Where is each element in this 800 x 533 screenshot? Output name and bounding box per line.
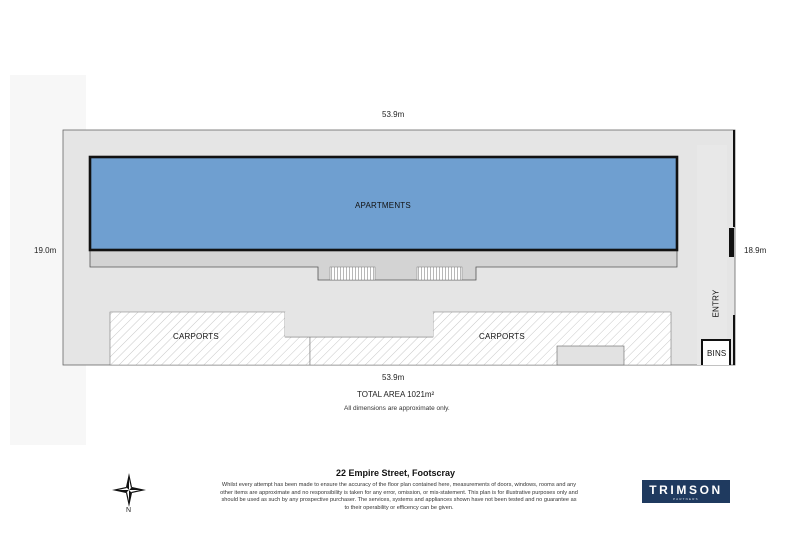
right-wall-block	[729, 228, 734, 257]
logo-name: TRIMSON	[649, 483, 723, 497]
storage-box	[557, 346, 624, 365]
compass-icon	[112, 473, 146, 507]
dimension-left: 19.0m	[34, 246, 57, 255]
carport-gap	[285, 312, 433, 337]
dimension-bottom: 53.9m	[382, 373, 405, 382]
total-area: TOTAL AREA 1021m²	[357, 390, 435, 399]
logo-subtitle: PARTNERS	[673, 497, 699, 501]
carports-left-label: CARPORTS	[173, 332, 219, 341]
property-address: 22 Empire Street, Footscray	[336, 468, 456, 478]
stair-left	[330, 267, 375, 280]
approximate-note: All dimensions are approximate only.	[344, 405, 450, 412]
apartments-label: APARTMENTS	[355, 201, 411, 210]
stair-right	[417, 267, 462, 280]
bins-label: BINS	[707, 349, 727, 358]
dimension-top: 53.9m	[382, 110, 405, 119]
entry-label: ENTRY	[711, 289, 721, 318]
dimension-right: 18.9m	[744, 246, 767, 255]
entry-driveway	[697, 145, 727, 365]
disclaimer-text: Whilst every attempt has been made to ensure the accuracy of the floor plan contained here, measurements of doors, windows, rooms and any other items are approximate and no responsibility is taken for any error, omission, or mis-statement. This plan is for illustrative purposes only and should be used as such by any prospective purchaser. The services, systems and appliances shown have not been tested and no guarantee as to their operability or efficency can be given.	[220, 482, 578, 511]
trimson-logo	[642, 480, 730, 503]
carports-right-label: CARPORTS	[479, 332, 525, 341]
compass-north-label: N	[126, 507, 132, 514]
